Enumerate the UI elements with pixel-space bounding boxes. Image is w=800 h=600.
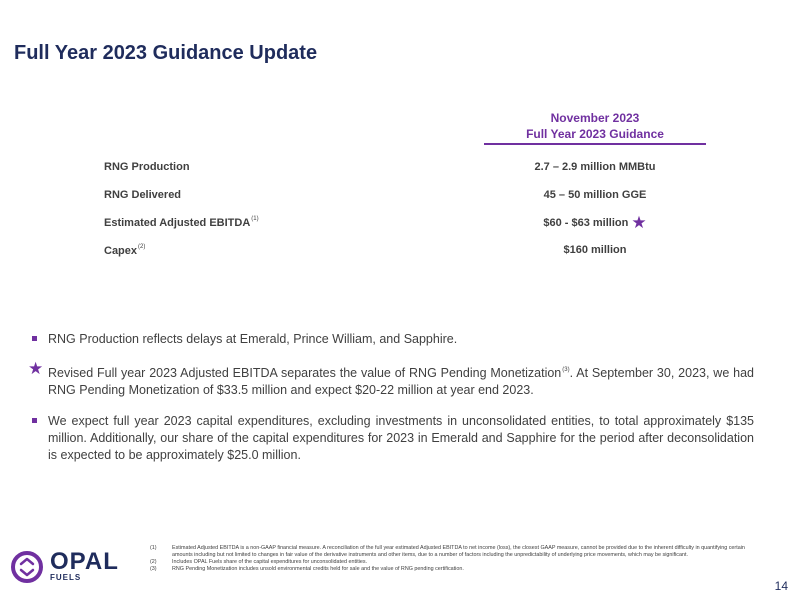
footnotes bbox=[150, 545, 758, 573]
logo-subtitle: FUELS bbox=[50, 573, 82, 582]
opal-fuels-logo bbox=[10, 550, 119, 584]
footnote-item: (2) Includes OPAL Fuels share of the capital expenditures for unconsolidated entities. bbox=[150, 559, 368, 565]
guidance-header-label: Full Year 2023 Guidance bbox=[526, 127, 664, 141]
row-value-adjusted-ebitda: $60 - $63 million ★ bbox=[543, 213, 647, 232]
bullet-item: RNG Production reflects delays at Emerald, Prince William, and Sapphire. bbox=[30, 331, 754, 348]
opal-logo-icon bbox=[10, 550, 44, 584]
square-bullet-icon bbox=[32, 418, 37, 423]
footnote-ref: (3) bbox=[562, 367, 570, 373]
star-icon: ★ bbox=[28, 359, 44, 378]
guidance-column-header bbox=[484, 110, 706, 142]
page-number: 14 bbox=[774, 579, 788, 593]
page-title: Full Year 2023 Guidance Update bbox=[14, 42, 318, 64]
square-bullet-icon bbox=[32, 336, 37, 341]
guidance-header-underline bbox=[484, 143, 706, 145]
logo-wordmark: OPAL bbox=[50, 548, 119, 575]
footnote-item: (3) RNG Pending Monetization includes unsold environmental credits held for sale and the value of RNG pending certification. bbox=[150, 566, 464, 572]
row-label-capex: Capex$^{(2)}$ bbox=[104, 244, 146, 257]
row-value-capex: $160 million bbox=[563, 244, 627, 256]
footnote-ref: (1) bbox=[251, 216, 259, 222]
bullet-item: ★ Revised Full year 2023 Adjusted EBITDA separates the value of RNG Pending Monetization$^{(3)}$. At September 30, 2023, we had RNG Pending Monetization of $33.5 million and expect $20-22 million at year end 2023. bbox=[28, 359, 754, 397]
row-label-adjusted-ebitda: Estimated Adjusted EBITDA$^{(1)}$ bbox=[104, 216, 259, 229]
row-value-rng-production: 2.7 – 2.9 million MMBtu bbox=[534, 161, 656, 173]
bullet-item: We expect full year 2023 capital expenditures, excluding investments in unconsolidated entities, to total approximately $135 million. Additionally, our share of the capital expenditures for 2023 in Emerald and Sapphire for the period after deconsolidation is expected to be approximately $25.0 million. bbox=[30, 413, 754, 464]
bullet-list bbox=[30, 331, 754, 478]
footnote-ref: (2) bbox=[138, 244, 146, 250]
row-value-rng-delivered: 45 – 50 million GGE bbox=[543, 189, 647, 201]
row-label-rng-production: RNG Production bbox=[104, 161, 190, 173]
guidance-header-date: November 2023 bbox=[550, 111, 640, 125]
row-label-rng-delivered: RNG Delivered bbox=[104, 189, 182, 201]
footnote-item: (1) Estimated Adjusted EBITDA is a non-GAAP financial measure. A reconciliation of the full year estimated Adjusted EBITDA to net income (loss), the closest GAAP measure, cannot be provided due to the inherent difficulty in quantifying certain amounts including but not limited to changes in fair value of the derivative instruments and other items, due to a number of factors including the unpredictability of underlying price movements, which may be significant. bbox=[150, 545, 745, 558]
star-icon: ★ bbox=[631, 213, 647, 232]
